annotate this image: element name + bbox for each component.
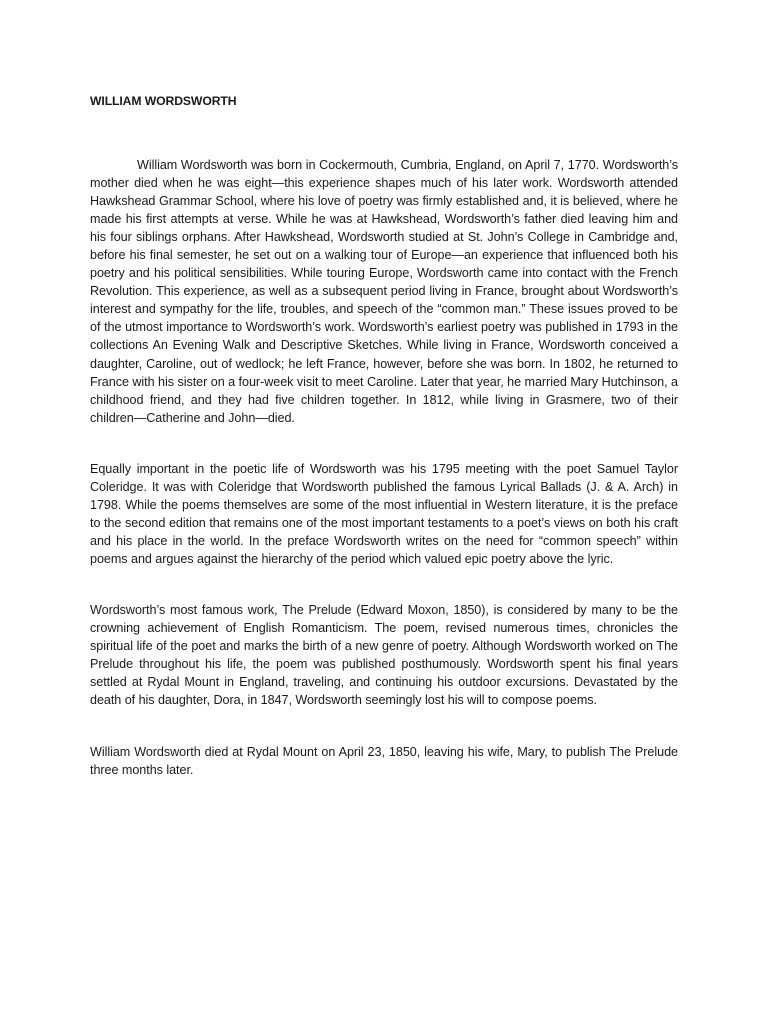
paragraph-death: William Wordsworth died at Rydal Mount on April 23, 1850, leaving his wife, Mary, to publish The Prelude three months later. [90, 745, 678, 778]
document-title: WILLIAM WORDSWORTH [90, 94, 237, 108]
paragraph-coleridge: Equally important in the poetic life of Wordsworth was his 1795 meeting with the poet Samuel Taylor Coleridge. It was with Coleridge that Wordsworth published the famous Lyrical Ballads (J. & A. Arch) in 1798. While the poems themselves are some of the most influential in Western literature, it is the preface to the second edition that remains one of the most important testaments to a poet’s views on both his craft and his place in the world. In the preface Wordsworth writes on the need for “common speech” within poems and argues against the hierarchy of the period which valued epic poetry above the lyric. [90, 461, 678, 566]
paragraph-prelude: Wordsworth’s most famous work, The Prelude (Edward Moxon, 1850), is considered by many to be the crowning achievement of English Romanticism. The poem, revised numerous times, chronicles the spiritual life of the poet and marks the birth of a new genre of poetry. Although Wordsworth worked on The Prelude throughout his life, the poem was published posthumously. Wordsworth spent his final years settled at Rydal Mount in England, traveling, and continuing his outdoor excursions. Devastated by the death of his daughter, Dora, in 1847, Wordsworth seemingly lost his will to compose poems. [90, 602, 678, 708]
document-page [90, 92, 678, 779]
paragraph-early-life: William Wordsworth was born in Cockermouth, Cumbria, England, on April 7, 1770. Wordsworth’s mother died when he was eight—this experience shapes much of his later work. Wordsworth attended Hawkshead Grammar School, where his love of poetry was firmly established and, it is believed, where he made his first attempts at verse. While he was at Hawkshead, Wordsworth’s father died leaving him and his four siblings orphans. After Hawkshead, Wordsworth studied at St. John’s College in Cambridge and, before his final semester, he set out on a walking tour of Europe—an experience that influenced both his poetry and his political sensibilities. While touring Europe, Wordsworth came into contact with the French Revolution. This experience, as well as a subsequent period living in France, brought about Wordsworth’s interest and sympathy for the life, troubles, and speech of the “common man.” These issues proved to be of the utmost importance to Wordsworth’s work. Wordsworth’s earliest poetry was published in 1793 in the collections An Evening Walk and Descriptive Sketches. While living in France, Wordsworth conceived a daughter, Caroline, out of wedlock; he left France, however, before she was born. In 1802, he returned to France with his sister on a four-week visit to meet Caroline. Later that year, he married Mary Hutchinson, a childhood friend, and they had five children together. In 1812, while living in Grasmere, two of their children—Catherine and John—died. [90, 158, 678, 425]
